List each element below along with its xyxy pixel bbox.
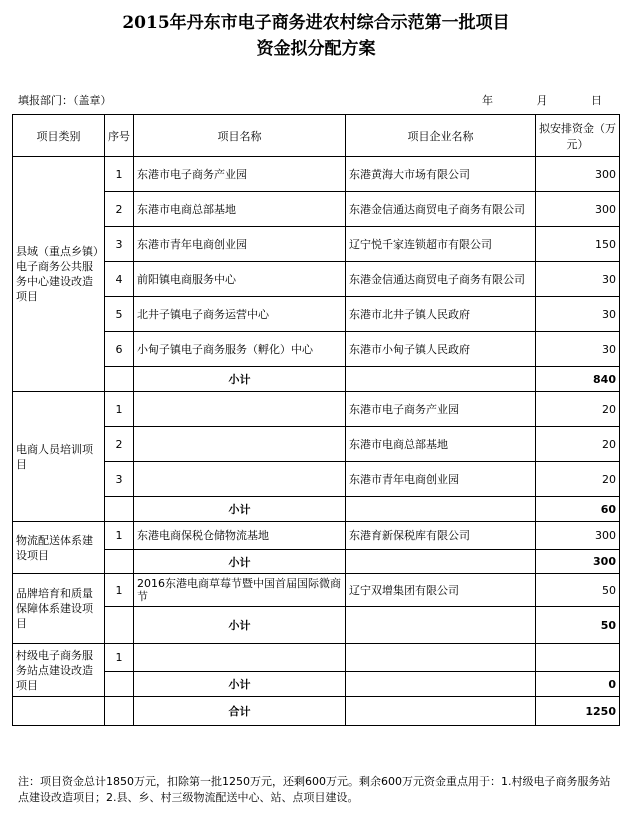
table-row [13, 392, 620, 427]
subtotal-amount: 300 [536, 550, 620, 574]
table-body [13, 157, 620, 726]
header-enterprise: 项目企业名称 [346, 115, 536, 157]
category-cell-empty [13, 697, 105, 726]
amount-cell: 50 [536, 574, 620, 607]
project-name-cell: 北井子镇电子商务运营中心 [134, 297, 346, 332]
table-row [13, 192, 620, 227]
title-line-1: 2015年丹东市电子商务进农村综合示范第一批项目 [122, 13, 510, 33]
title-line-2: 资金拟分配方案 [256, 39, 376, 59]
seq-cell: 1 [105, 522, 134, 550]
subtotal-row [13, 367, 620, 392]
table-row [13, 574, 620, 607]
category-cell: 村级电子商务服务站点建设改造项目 [13, 644, 105, 697]
amount-cell: 20 [536, 427, 620, 462]
seq-cell: 1 [105, 644, 134, 672]
project-name-cell: 东港市青年电商创业园 [134, 227, 346, 262]
header-category: 项目类别 [13, 115, 105, 157]
table-header-row [13, 115, 620, 157]
subtotal-label: 小计 [134, 497, 346, 522]
seq-cell: 1 [105, 392, 134, 427]
enterprise-cell-empty [346, 497, 536, 522]
seq-cell: 2 [105, 192, 134, 227]
seq-cell-empty [105, 497, 134, 522]
subtotal-row [13, 497, 620, 522]
seq-cell: 5 [105, 297, 134, 332]
amount-cell: 30 [536, 297, 620, 332]
enterprise-cell: 东港市电子商务产业园 [346, 392, 536, 427]
table-row [13, 462, 620, 497]
enterprise-cell: 东港市电商总部基地 [346, 427, 536, 462]
table-row [13, 157, 620, 192]
enterprise-cell: 辽宁悦千家连锁超市有限公司 [346, 227, 536, 262]
enterprise-cell: 东港金信通达商贸电子商务有限公司 [346, 262, 536, 297]
project-name-cell: 东港市电子商务产业园 [134, 157, 346, 192]
subtotal-row [13, 550, 620, 574]
enterprise-cell [346, 644, 536, 672]
seq-cell: 4 [105, 262, 134, 297]
subtotal-label: 小计 [134, 367, 346, 392]
seq-cell-empty [105, 672, 134, 697]
project-name-cell: 小甸子镇电子商务服务（孵化）中心 [134, 332, 346, 367]
amount-cell [536, 644, 620, 672]
category-cell: 物流配送体系建设项目 [13, 522, 105, 574]
date-fields [482, 92, 602, 108]
category-cell: 品牌培育和质量保障体系建设项目 [13, 574, 105, 644]
enterprise-cell-empty [346, 607, 536, 644]
subtotal-row [13, 607, 620, 644]
header-amount: 拟安排资金（万元） [536, 115, 620, 157]
subtotal-amount: 50 [536, 607, 620, 644]
seq-cell-empty [105, 550, 134, 574]
enterprise-cell: 辽宁双增集团有限公司 [346, 574, 536, 607]
allocation-table [12, 114, 620, 726]
seq-cell: 3 [105, 462, 134, 497]
seq-cell: 2 [105, 427, 134, 462]
total-label: 合计 [134, 697, 346, 726]
amount-cell: 20 [536, 392, 620, 427]
amount-cell: 30 [536, 332, 620, 367]
form-meta-row [18, 92, 618, 110]
enterprise-cell: 东港育新保税库有限公司 [346, 522, 536, 550]
subtotal-amount: 0 [536, 672, 620, 697]
total-row [13, 697, 620, 726]
table-row [13, 644, 620, 672]
seq-cell-empty [105, 367, 134, 392]
year-label: 年 [482, 94, 493, 107]
project-name-cell [134, 427, 346, 462]
seq-cell-empty [105, 697, 134, 726]
seq-cell: 1 [105, 574, 134, 607]
table-row [13, 297, 620, 332]
seq-cell: 6 [105, 332, 134, 367]
day-label: 日 [591, 94, 602, 107]
amount-cell: 30 [536, 262, 620, 297]
project-name-cell: 东港市电商总部基地 [134, 192, 346, 227]
amount-cell: 150 [536, 227, 620, 262]
subtotal-amount: 60 [536, 497, 620, 522]
table-row [13, 332, 620, 367]
project-name-cell [134, 392, 346, 427]
seq-cell: 1 [105, 157, 134, 192]
enterprise-cell-empty [346, 367, 536, 392]
enterprise-cell: 东港市小甸子镇人民政府 [346, 332, 536, 367]
project-name-cell: 东港电商保税仓储物流基地 [134, 522, 346, 550]
total-amount: 1250 [536, 697, 620, 726]
project-name-cell: 前阳镇电商服务中心 [134, 262, 346, 297]
seq-cell-empty [105, 607, 134, 644]
subtotal-label: 小计 [134, 607, 346, 644]
header-name: 项目名称 [134, 115, 346, 157]
table-row [13, 262, 620, 297]
seq-cell: 3 [105, 227, 134, 262]
project-name-cell [134, 462, 346, 497]
category-cell: 县域（重点乡镇）电子商务公共服务中心建设改造项目 [13, 157, 105, 392]
amount-cell: 300 [536, 522, 620, 550]
footnote: 注：项目资金总计1850万元，扣除第一批1250万元，还剩600万元。剩余600万元资金重点用于：1.村级电子商务服务站点建设改造项目；2.县、乡、村三级物流配送中心、站、点项目建设。 [18, 775, 611, 804]
category-cell: 电商人员培训项目 [13, 392, 105, 522]
table-row [13, 427, 620, 462]
enterprise-cell: 东港金信通达商贸电子商务有限公司 [346, 192, 536, 227]
month-label: 月 [536, 94, 548, 107]
table-row [13, 522, 620, 550]
table-row [13, 227, 620, 262]
amount-cell: 300 [536, 192, 620, 227]
dept-label: 填报部门：（盖章） [18, 94, 112, 107]
project-name-cell [134, 644, 346, 672]
subtotal-row [13, 672, 620, 697]
enterprise-cell-empty [346, 550, 536, 574]
subtotal-label: 小计 [134, 550, 346, 574]
subtotal-amount: 840 [536, 367, 620, 392]
amount-cell: 20 [536, 462, 620, 497]
enterprise-cell: 东港市青年电商创业园 [346, 462, 536, 497]
enterprise-cell-empty [346, 672, 536, 697]
enterprise-cell-empty [346, 697, 536, 726]
enterprise-cell: 东港市北井子镇人民政府 [346, 297, 536, 332]
document-title [12, 10, 620, 62]
header-seq: 序号 [105, 115, 134, 157]
subtotal-label: 小计 [134, 672, 346, 697]
project-name-cell: 2016东港电商草莓节暨中国首届国际微商节 [134, 574, 346, 607]
amount-cell: 300 [536, 157, 620, 192]
enterprise-cell: 东港黄海大市场有限公司 [346, 157, 536, 192]
